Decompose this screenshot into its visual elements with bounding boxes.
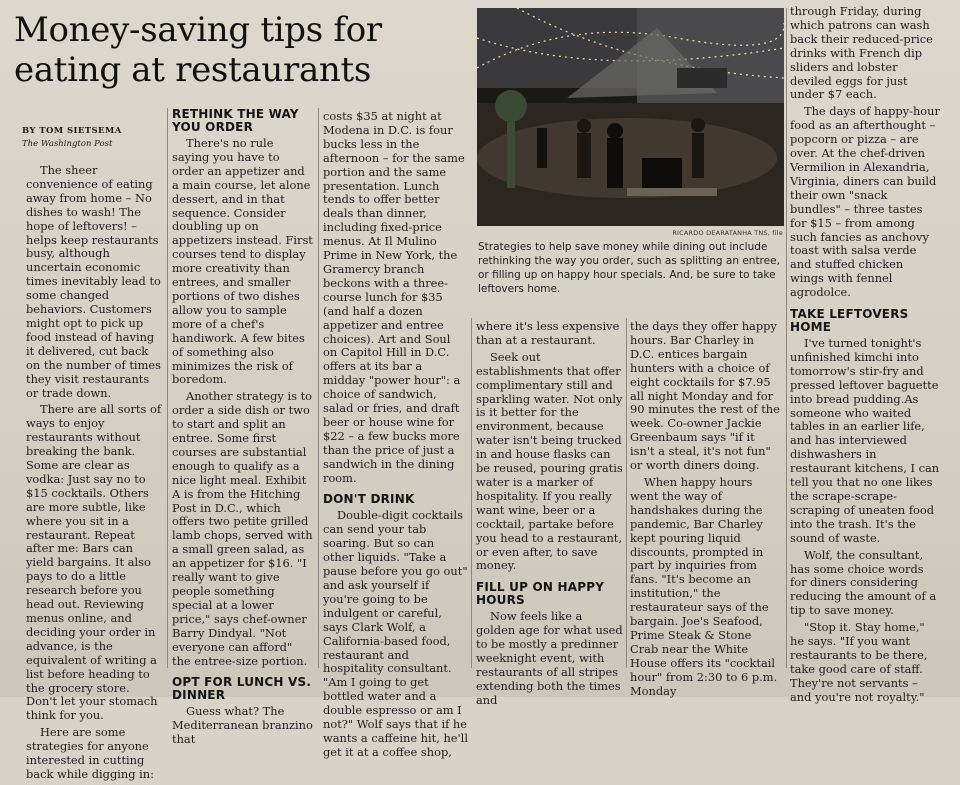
column-rule [318, 108, 319, 668]
byline-outlet: The Washington Post [22, 139, 113, 149]
column-rule [786, 8, 787, 668]
photo-illustration [477, 8, 784, 226]
paragraph: Another strategy is to order a side dish or two to start and split an entree. Some first courses are substantial enough to qualify as a nice light meal. Exhibit A is from the Hitching Post in D.C., which offers two petite grilled lamb chops, served with a small green salad, as an appetizer for $16. "I really want to give people something special at a lower price," says chef-owner Barry Dindyal. "Not everyone can afford" the entree-size portion. [172, 389, 313, 668]
column-5 [630, 320, 780, 701]
paragraph: Double-digit cocktails can send your tab soaring. But so can other liquids. "Take a pause before you go out" and ask yourself if you're going to be indulgent or careful, says Clark Wolf, a California-based food, restaurant and hospitality consultant. "Am I going to get bottled water and a double espresso or am I not?" Wolf says that if he wants a caffeine hit, he'll get it at a coffee shop, [323, 508, 468, 759]
paragraph: Wolf, the consultant, has some choice words for diners considering reducing the amount of a tip to save money. [790, 547, 937, 618]
column-6 [790, 5, 940, 708]
paragraph: Now feels like a golden age for what used to be mostly a predinner weeknight event, with restaurants of all stripes extending both the times and [476, 609, 623, 707]
section-heading: TAKE LEFTOVERS HOME [790, 307, 909, 335]
column-2 [172, 108, 314, 750]
paragraph: The sheer convenience of eating away from home – No dishes to wash! The hope of leftovers! – helps keep restaurants busy, although uncertain economic times inevitably lead to some changed behaviors. Customers might opt to pick up food instead of having it delivered, cut back on the number of times they visit restaurants or trade down. [26, 163, 161, 400]
column-rule [471, 318, 472, 668]
paragraph: the days they offer happy hours. Bar Charley in D.C. entices bargain hunters with a choice of eight cocktails for $7.95 all night Monday and for 90 minutes the rest of the week. Co-owner Jackie Greenbaum says "if it isn't a steal, it's not fun" or worth diners doing. [630, 319, 780, 473]
restaurant-patio-photo [477, 8, 784, 226]
section-heading: FILL UP ON HAPPY HOURS [476, 580, 605, 608]
paragraph: Guess what? The Mediterranean branzino that [172, 704, 313, 747]
column-rule [626, 318, 627, 668]
section-heading: DON'T DRINK [323, 492, 415, 507]
paragraph: I've turned tonight's unfinished kimchi into tomorrow's stir-fry and pressed leftover baguette into bread pudding.As someone who waited tables in an earlier life, and has interviewed dishwashers in restaurant kitchens, I can tell you that no one likes the scrape-scrape-scraping of uneaten food into the trash. It's the sound of waste. [790, 336, 940, 545]
headline: Money-saving tips for eating at restaurants [14, 10, 382, 90]
paragraph: When happy hours went the way of handshakes during the pandemic, Bar Charley kept pouring liquid discounts, prompted in part by inquiries from fans. "It's become an institution," the restaurateur says of the bargain. Joe's Seafood, Prime Steak & Stone Crab near the White House offers its "cocktail hour" from 2:30 to 6 p.m. Monday [630, 474, 778, 698]
photo-caption: Strategies to help save money while dining out include rethinking the way you order, such as splitting an entree, or filling up on happy hour specials. And, be sure to take leftovers home. [478, 241, 780, 295]
paragraph: costs $35 at night at Modena in D.C. is four bucks less in the afternoon – for the same portion and the same presentation. Lunch tends to offer better deals than dinner, including fixed-price menus. At Il Mulino Prime in New York, the Gramercy branch beckons with a three-course lunch for $35 (and half a dozen appetizer and entree choices). Art and Soul on Capitol Hill in D.C. offers at its bar a midday "power hour": a choice of sandwich, salad or fries, and draft beer or house wine for $22 – a few bucks more than the price of just a sandwich in the dining room. [323, 109, 465, 485]
paragraph: Seek out establishments that offer complimentary still and sparkling water. Not only is it better for the environment, because water isn't being trucked in and house flasks can be reused, pouring gratis water is a marker of hospitality. If you really want wine, beer or a cocktail, partake before you head to a restaurant, or even after, to save money. [476, 349, 623, 573]
paragraph: through Friday, during which patrons can wash back their reduced-price drinks with French dip sliders and lobster deviled eggs for just under $7 each. [790, 4, 933, 102]
byline [22, 125, 172, 151]
byline-author: BY TOM SIETSEMA [22, 126, 122, 136]
column-1 [26, 164, 162, 785]
paragraph: There's no rule saying you have to order an appetizer and a main course, let alone dessert, and in that sequence. Consider doubling up on appetizers instead. First courses tend to display more creativity than entrees, and smaller portions of two dishes allow you to sample more of a chef's handiwork. A few bites of something also minimizes the risk of boredom. [172, 136, 313, 387]
paragraph: There are all sorts of ways to enjoy restaurants without breaking the bank. Some are clear as vodka: Just say no to $15 cocktails. Others are more subtle, like where you sit in a restaurant. Repeat after me: Bars can yield bargains. It also pays to do a little research before you head out. Reviewing menus online, and deciding your order in advance, is the equivalent of writing a list before heading to the grocery store. Don't let your stomach think for you. [26, 402, 162, 723]
column-rule [167, 108, 168, 668]
paragraph: Here are some strategies for anyone interested in cutting back while digging in: [26, 725, 154, 781]
column-3 [323, 110, 468, 763]
section-heading: OPT FOR LUNCH VS. DINNER [172, 675, 312, 703]
photo-credit: RICARDO DEARATANHA TNS, file [672, 229, 783, 237]
paragraph: where it's less expensive than at a restaurant. [476, 319, 620, 347]
column-4 [476, 320, 624, 711]
section-heading: RETHINK THE WAY YOU ORDER [172, 107, 299, 134]
paragraph: "Stop it. Stay home," he says. "If you want restaurants to be there, take good care of staff. They're not servants – and you're not royalty." [790, 620, 928, 704]
paragraph: The days of happy-hour food as an afterthought – popcorn or pizza – are over. At the chef-driven Vermilion in Alexandria, Virginia, diners can build their own "snack bundles" – three tastes for $15 – from among such fancies as anchovy toast with salsa verde and stuffed chicken wings with fennel agrodolce. [790, 104, 940, 300]
